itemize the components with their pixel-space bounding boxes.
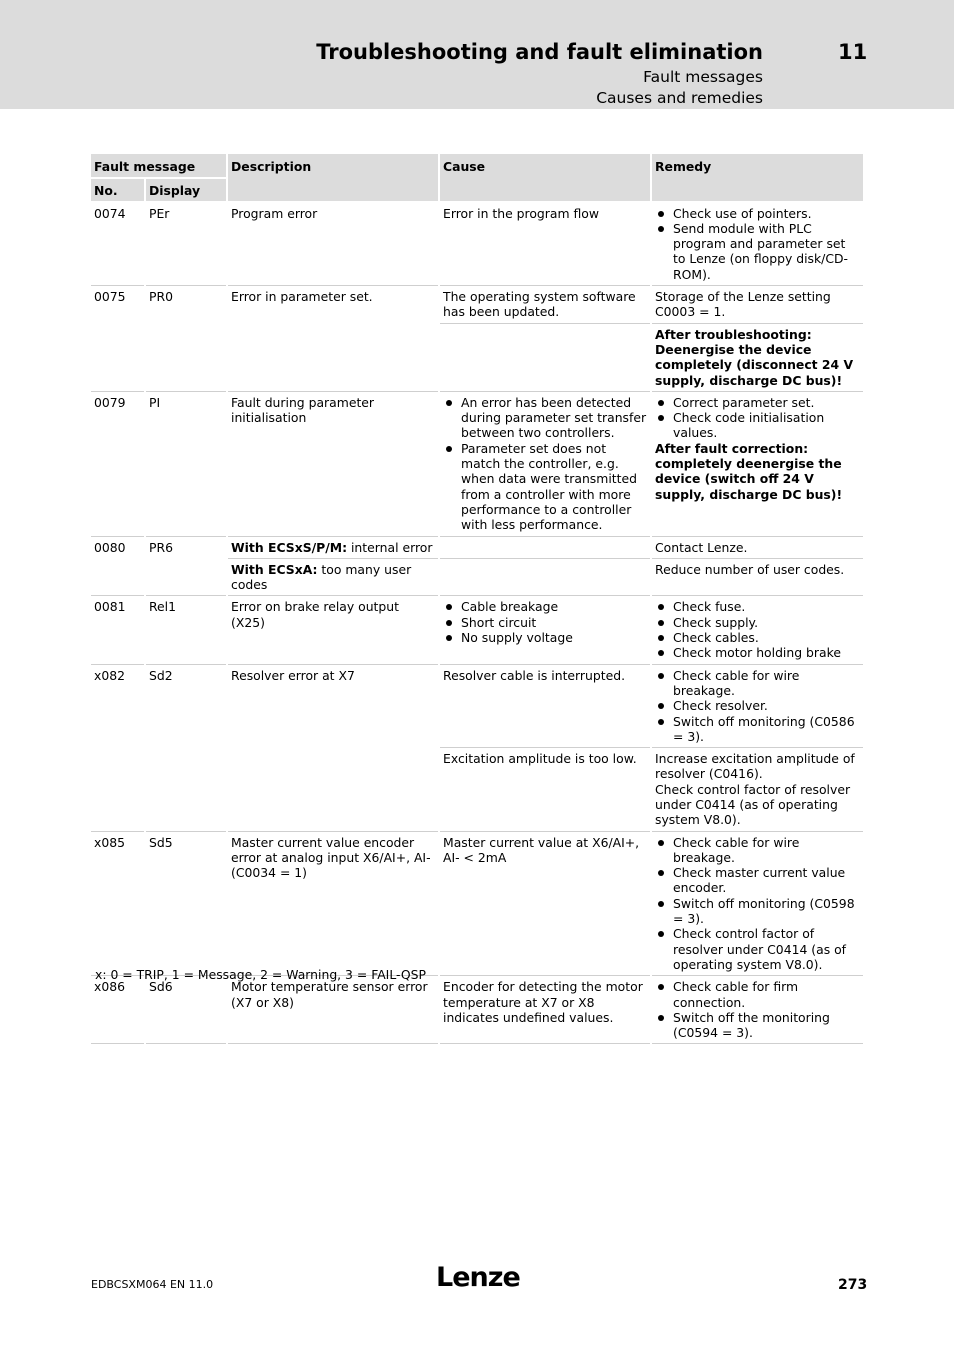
document-id: EDBCSXM064 EN 11.0 (91, 1278, 214, 1291)
fault-number: x086 (91, 976, 145, 1044)
table-row (91, 286, 864, 324)
list-item: Parameter set does not match the controller, e.g. when data were transmitted from a controller with more performance to a controller with less performance. (443, 441, 647, 533)
list-item: Check motor holding brake (655, 645, 860, 660)
variant-label: With ECSxA: (231, 561, 318, 577)
fault-cause (439, 596, 651, 664)
subsection-title: Causes and remedies (596, 89, 763, 107)
fault-cause: Excitation amplitude is too low. (439, 748, 651, 831)
fault-description: Error on brake relay output (X25) (227, 596, 439, 664)
fault-number: x085 (91, 831, 145, 976)
table-row (91, 596, 864, 664)
list-item: Check cables. (655, 630, 860, 645)
table-row (91, 976, 864, 1044)
fault-table (91, 154, 865, 1044)
fault-number: 0075 (91, 286, 145, 392)
fault-description (227, 536, 439, 558)
fault-display: Sd6 (145, 976, 227, 1044)
fault-remedy: Storage of the Lenze setting C0003 = 1. (651, 286, 864, 324)
fault-display: PR6 (145, 536, 227, 596)
fault-description: Motor temperature sensor error (X7 or X8) (227, 976, 439, 1044)
list-item: Switch off monitoring (C0586 = 3). (655, 714, 860, 745)
table-row (91, 664, 864, 747)
fault-remedy (651, 596, 864, 664)
fault-remedy-note: After troubleshooting: Deenergise the device completely (disconnect 24 V supply, discharge DC bus)! (651, 323, 864, 391)
fault-cause: Encoder for detecting the motor temperature at X7 or X8 indicates undefined values. (439, 976, 651, 1044)
remedy-line: Increase excitation amplitude of resolver (C0416). (655, 751, 855, 782)
fault-cause (439, 391, 651, 536)
chapter-number: 11 (838, 40, 868, 64)
fault-number: 0079 (91, 391, 145, 536)
table-footnote: x: 0 = TRIP, 1 = Message, 2 = Warning, 3 = FAIL-QSP (95, 967, 427, 982)
list-item: Send module with PLC program and parameter set to Lenze (on floppy disk/CD-ROM). (655, 221, 860, 282)
section-title: Fault messages (643, 68, 763, 86)
fault-description (227, 558, 439, 596)
fault-display: Sd2 (145, 664, 227, 831)
fault-display: Sd5 (145, 831, 227, 976)
fault-description: Master current value encoder error at analog input X6/AI+, AI- (C0034 = 1) (227, 831, 439, 976)
fault-cause: Master current value at X6/AI+, AI- < 2mA (439, 831, 651, 976)
list-item: Correct parameter set. (655, 395, 860, 410)
remedy-line: Check control factor of resolver under C0414 (as of operating system V8.0). (655, 781, 851, 828)
list-item: Check fuse. (655, 599, 860, 614)
list-item: Cable breakage (443, 599, 647, 614)
fault-remedy (651, 748, 864, 831)
fault-cause-empty (439, 558, 651, 596)
list-item: Check use of pointers. (655, 206, 860, 221)
table-row (91, 202, 864, 286)
fault-description: Resolver error at X7 (227, 664, 439, 831)
fault-number: 0080 (91, 536, 145, 596)
header-cause: Cause (439, 154, 651, 202)
fault-cause: Resolver cable is interrupted. (439, 664, 651, 747)
list-item: Check cable for wire breakage. (655, 668, 860, 699)
table-row (91, 391, 864, 536)
page-number: 273 (838, 1277, 868, 1293)
fault-cause: The operating system software has been updated. (439, 286, 651, 324)
list-item: Check resolver. (655, 698, 860, 713)
fault-description: Error in parameter set. (227, 286, 439, 392)
fault-remedy (651, 202, 864, 286)
fault-number: x082 (91, 664, 145, 831)
fault-display: PI (145, 391, 227, 536)
fault-display: Rel1 (145, 596, 227, 664)
variant-text: internal error (347, 539, 433, 555)
header-fault-message: Fault message (91, 154, 227, 178)
fault-cause: Error in the program flow (439, 202, 651, 286)
header-remedy: Remedy (651, 154, 864, 202)
header-no: No. (91, 178, 145, 201)
lenze-logo: Lenze (436, 1262, 520, 1293)
list-item: Check supply. (655, 615, 860, 630)
fault-description: Fault during parameter initialisation (227, 391, 439, 536)
fault-remedy (651, 831, 864, 976)
list-item: Check cable for wire breakage. (655, 835, 860, 866)
variant-label: With ECSxS/P/M: (231, 539, 348, 555)
header-description: Description (227, 154, 439, 202)
list-item: Short circuit (443, 615, 647, 630)
list-item: Switch off monitoring (C0598 = 3). (655, 896, 860, 927)
header-display: Display (145, 178, 227, 201)
table-row (91, 536, 864, 558)
fault-number: 0081 (91, 596, 145, 664)
list-item: Check code initialisation values. (655, 410, 860, 441)
table-header-row (91, 154, 864, 178)
fault-description: Program error (227, 202, 439, 286)
fault-remedy-note: After fault correction: completely deenergise the device (switch off 24 V supply, discharge DC bus)! (655, 440, 843, 502)
list-item: Switch off the monitoring (C0594 = 3). (655, 1010, 860, 1041)
fault-display: PR0 (145, 286, 227, 392)
fault-remedy (651, 976, 864, 1044)
fault-display: PEr (145, 202, 227, 286)
fault-remedy (651, 391, 864, 536)
fault-cause-empty (439, 536, 651, 558)
list-item: No supply voltage (443, 630, 647, 645)
fault-remedy (651, 664, 864, 747)
list-item: An error has been detected during parameter set transfer between two controllers. (443, 395, 647, 441)
table-row (91, 831, 864, 976)
list-item: Check master current value encoder. (655, 865, 860, 896)
chapter-title: Troubleshooting and fault elimination (316, 40, 763, 64)
fault-number: 0074 (91, 202, 145, 286)
list-item: Check cable for firm connection. (655, 979, 860, 1010)
fault-remedy: Reduce number of user codes. (651, 558, 864, 596)
fault-cause-empty (439, 323, 651, 391)
fault-remedy: Contact Lenze. (651, 536, 864, 558)
variant-text: too many user codes (231, 561, 412, 593)
list-item: Check control factor of resolver under C0414 (as of operating system V8.0). (655, 926, 860, 972)
